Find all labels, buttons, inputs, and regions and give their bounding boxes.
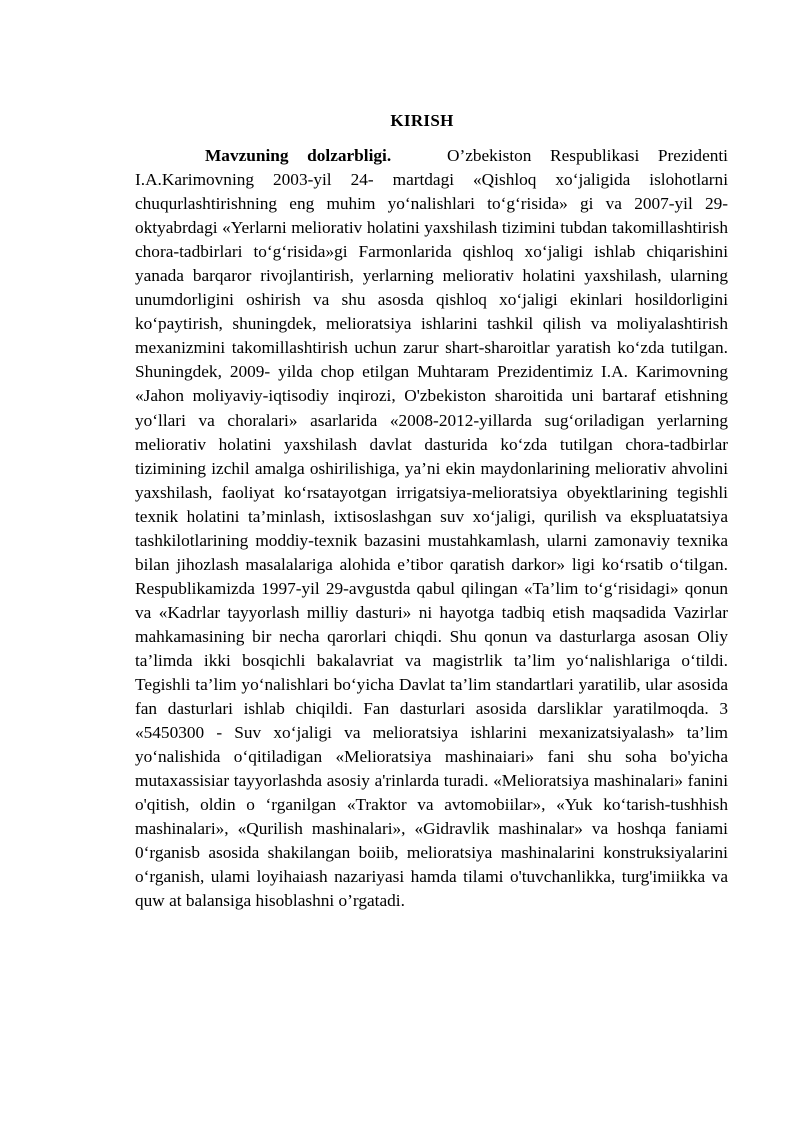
lead-phrase: Mavzuning dolzarbligi. <box>205 146 392 165</box>
body-paragraph <box>135 144 728 914</box>
paragraph-text: O’zbekiston Respublikasi Prezidenti I.A.Karimovning 2003-yil 24- martdagi «Qishloq xo‘jaligida islohotlarni chuqurlashtirishning eng muhim yo‘nalishlari to‘g‘risida» gi va 2007-yil 29-oktyabrdagi «Yerlarni meliorativ holatini yaxshilash tizimini tubdan takomillashtirish chora-tadbirlari to‘g‘risida»gi Farmonlarida qishloq xo‘jaligi ishlab chiqarishini yanada barqaror rivojlantirish, yerlarning meliorativ holatini yaxshilash, ularning unumdorligini oshirish va shu asosda qishloq xo‘jaligi ekinlari hosildorligini ko‘paytirish, shuningdek, melioratsiya ishlarini tashkil qilish va moliyalashtirish mexanizmini takomillashtirish uchun zarur shart-sharoitlar yaratish ko‘zda tutilgan. Shuningdek, 2009- yilda chop etilgan Muhtaram Prezidentimiz I.A. Karimovning «Jahon moliyaviy-iqtisodiy inqirozi, O'zbekiston sharoitida uni bartaraf etishning yo‘llari va choralari» asarlarida «2008-2012-yillarda sug‘oriladigan yerlarning meliorativ holatini yaxshilash davlat dasturida ko‘zda tutilgan chora-tadbirlar tizimining izchil amalga oshirilishiga, ya’ni ekin maydonlarining meliorativ ahvolini yaxshilash, faoliyat ko‘rsatayotgan irrigatsiya-melioratsiya obyektlarining tegishli texnik holatini ta’minlash, ixtisoslashgan suv xo‘jaligi, qurilish va ekspluatatsiya tashkilotlarining moddiy-texnik bazasini mustahkamlash, ularni zamonaviy texnika bilan jihozlash masalalariga alohida e’tibor qaratish darkor» ligi ko‘rsatib o‘tilgan. Respublikamizda 1997-yil 29-avgustda qabul qilingan «Ta’lim to‘g‘risidagi» qonun va «Kadrlar tayyorlash milliy dasturi» ni hayotga tadbiq etish maqsadida Vazirlar mahkamasining bir necha qarorlari chiqdi. Shu qonun va dasturlarga asosan Oliy ta’limda ikki bosqichli bakalavriat va magistrlik ta’lim yo‘nalishlariga o‘tildi. Tegishli ta’lim yo‘nalishlari bo‘yicha Davlat ta’lim standartlari yaratilib, ular asosida fan dasturlari ishlab chiqildi. Fan dasturlari asosida darsliklar yaratilmoqda. 3 «5450300 - Suv xo‘jaligi va melioratsiya ishlarini mexanizatsiyalash» ta’lim yo‘nalishida o‘qitiladigan «Melioratsiya mashinaiari» fani shu soha bo'yicha mutaxassisiar tayyorlashda asosiy a'rinlarda turadi. «Melioratsiya mashinalari» fanini o'qitish, oldin o ‘rganilgan «Traktor va avtomobiilar», «Yuk ko‘tarish-tushhish mashinalari», «Qurilish mashinalari», «Gidravlik mashinalar» va hoshqa faniami 0‘rganisb asosida shakilangan boiib, melioratsiya mashinalarini konstruksiyalarini o‘rganish, ulami loyihaiash nazariyasi hamda tilami o'tuvchanlikka, turg'imiikka va quw at balansiga hisoblashni o’rgatadi. <box>135 146 728 911</box>
section-heading: KIRISH <box>390 111 454 130</box>
